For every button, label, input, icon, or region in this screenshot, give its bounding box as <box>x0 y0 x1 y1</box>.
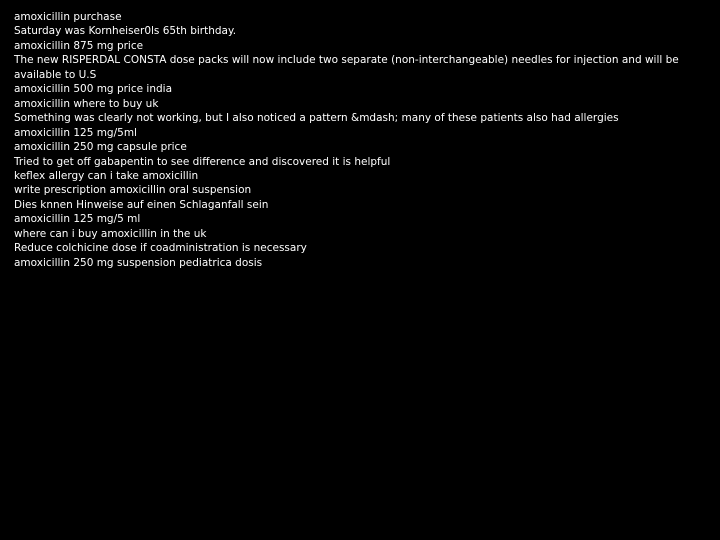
text-line: Something was clearly not working, but I also noticed a pattern &mdash; many of these patients also had allergies <box>14 112 619 125</box>
text-line: amoxicillin 250 mg suspension pediatrica dosis <box>14 256 263 269</box>
text-line: amoxicillin 125 mg/5ml <box>14 126 137 139</box>
text-line: amoxicillin where to buy uk <box>14 97 159 110</box>
text-line: Reduce colchicine dose if coadministration is necessary <box>14 242 307 255</box>
text-line: write prescription amoxicillin oral suspension <box>14 184 252 197</box>
text-line: Dies knnen Hinweise auf einen Schlaganfall sein <box>14 198 269 211</box>
text-line: where can i buy amoxicillin in the uk <box>14 227 207 240</box>
text-line: Saturday was Kornheiser0ls 65th birthday. <box>14 25 237 38</box>
text-line: amoxicillin 500 mg price india <box>14 83 172 96</box>
text-line: amoxicillin 250 mg capsule price <box>14 141 187 154</box>
text-line: The new RISPERDAL CONSTA dose packs will now include two separate (non-interchangeable) needles for injection and will be available to U.S <box>14 54 679 81</box>
text-line: amoxicillin 125 mg/5 ml <box>14 213 141 226</box>
text-line: amoxicillin 875 mg price <box>14 39 144 52</box>
text-line: amoxicillin purchase <box>14 11 122 23</box>
text-lines <box>14 10 700 270</box>
text-line: Tried to get off gabapentin to see difference and discovered it is helpful <box>14 155 391 168</box>
text-line: keflex allergy can i take amoxicillin <box>14 169 199 182</box>
